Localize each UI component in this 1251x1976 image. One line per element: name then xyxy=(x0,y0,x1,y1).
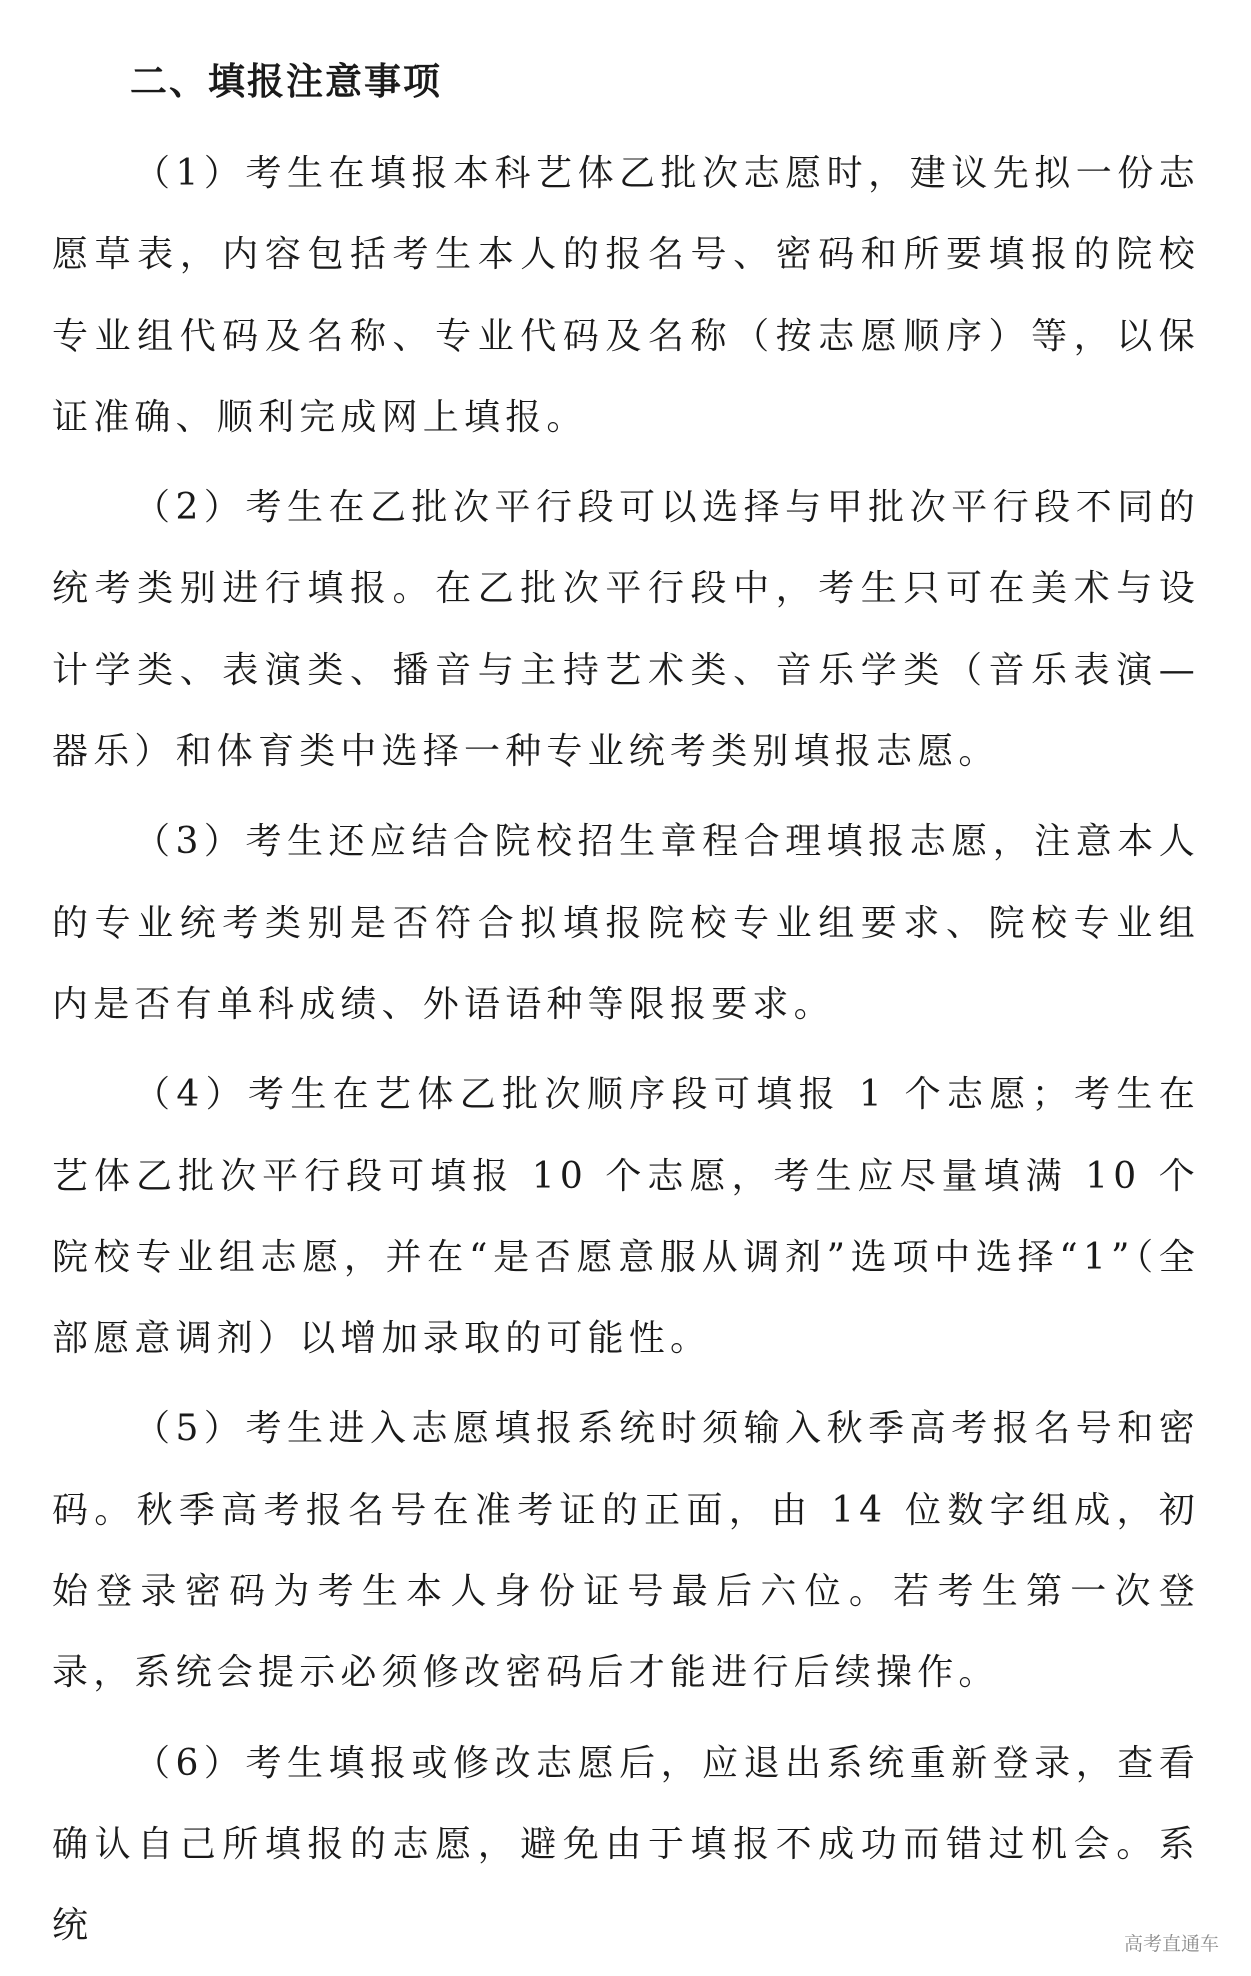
watermark-text: 高考直通车 xyxy=(1123,1933,1219,1955)
paragraph-2: （2）考生在乙批次平行段可以选择与甲批次平行段不同的统考类别进行填报。在乙批次平行段中，考生只可在美术与设计学类、表演类、播音与主持艺术类、音乐学类（音乐表演—器乐）和体育类中选择一种专业统考类别填报志愿。 xyxy=(52,487,1200,773)
section-heading: 二、填报注意事项 xyxy=(130,60,442,103)
paragraph-1: （1）考生在填报本科艺体乙批次志愿时，建议先拟一份志愿草表，内容包括考生本人的报名号、密码和所要填报的院校专业组代码及名称、专业代码及名称（按志愿顺序）等，以保证准确、顺利完成网上填报。 xyxy=(52,153,1200,438)
paragraph-4: （4）考生在艺体乙批次顺序段可填报 1 个志愿；考生在艺体乙批次平行段可填报 10 个志愿，考生应尽量填满 10 个院校专业组志愿，并在“是否愿意服从调剂”选项中选择“1”（全部愿意调剂）以增加录取的可能性。 xyxy=(52,1074,1200,1360)
paragraph-6: （6）考生填报或修改志愿后，应退出系统重新登录，查看确认自己所填报的志愿，避免由于填报不成功而错过机会。系统 xyxy=(52,1742,1200,1947)
paragraph-5: （5）考生进入志愿填报系统时须输入秋季高考报名号和密码。秋季高考报名号在准考证的正面，由 14 位数字组成，初始登录密码为考生本人身份证号最后六位。若考生第一次登录，系统会提示必须修改密码后才能进行后续操作。 xyxy=(52,1408,1200,1694)
paragraph-3: （3）考生还应结合院校招生章程合理填报志愿，注意本人的专业统考类别是否符合拟填报院校专业组要求、院校专业组内是否有单科成绩、外语语种等限报要求。 xyxy=(52,821,1200,1025)
body-text xyxy=(52,133,1200,1976)
